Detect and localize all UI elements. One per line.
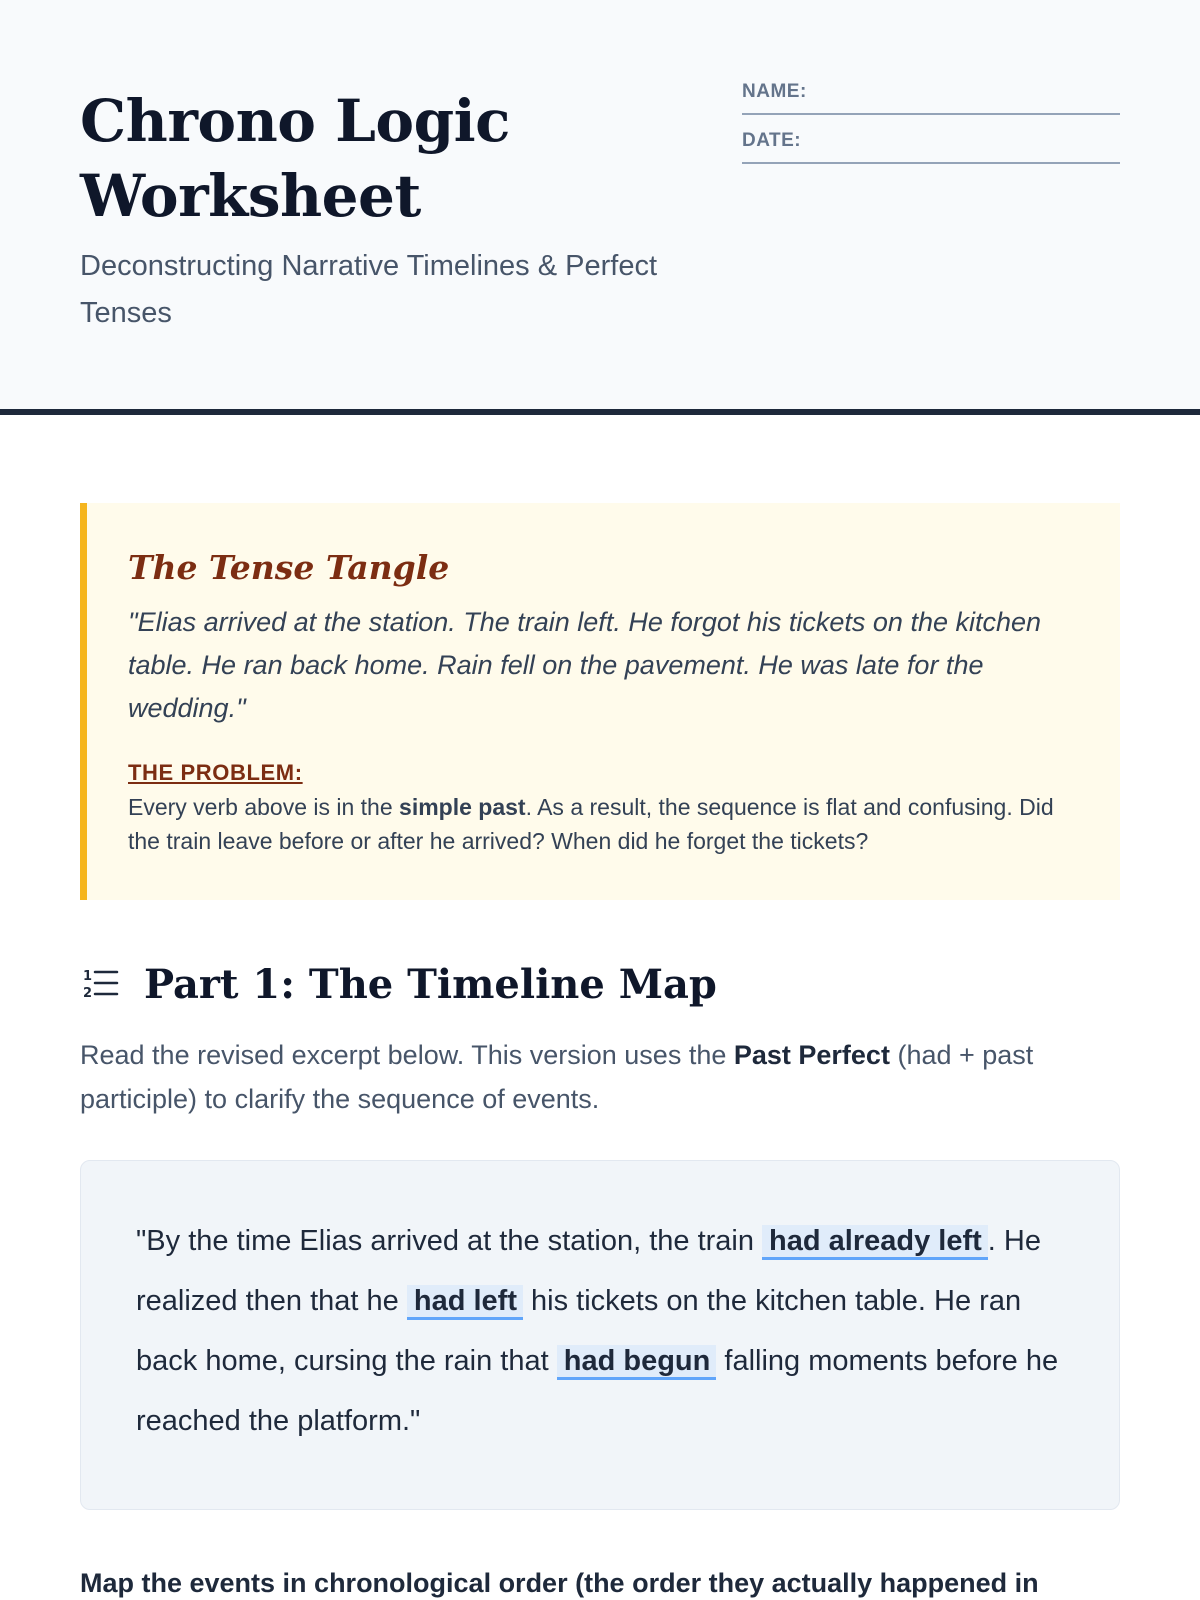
problem-text-after: . As a result, the sequence is flat and confusing. Did the train leave before or after he arrived? When did he forget the tickets? — [128, 794, 1054, 854]
intro-before: Read the revised excerpt below. This version uses the — [80, 1040, 734, 1070]
problem-text-before: Every verb above is in the — [128, 794, 400, 820]
part1-heading — [80, 952, 1120, 1016]
map-instruction: Map the events in chronological order (the order they actually happened in — [80, 1568, 1039, 1598]
intro-bold: Past Perfect — [733, 1040, 890, 1070]
name-field[interactable] — [742, 78, 1120, 115]
svg-text:1: 1 — [83, 969, 93, 984]
highlight-past-perfect: had begun — [557, 1345, 717, 1380]
problem-text — [128, 790, 1080, 858]
intro-after: (had + past participle) to clarify the sequence of events. — [80, 1040, 1034, 1114]
excerpt-text — [136, 1211, 1065, 1451]
date-label: DATE: — [742, 130, 802, 151]
excerpt-segment: his tickets on the kitchen table. He ran back home, cursing the rain that — [136, 1285, 1022, 1377]
revised-excerpt-box — [80, 1160, 1120, 1510]
student-fields — [742, 78, 1120, 176]
page-title: Chrono Logic Worksheet — [80, 87, 510, 230]
callout-quote: "Elias arrived at the station. The train left. He forgot his tickets on the kitchen table. He ran back home. Rain fell on the pavement. He was late for the wedding." — [128, 607, 1042, 723]
callout-title: The Tense Tangle — [128, 548, 450, 587]
problem-label: THE PROBLEM: — [128, 760, 303, 785]
page-subtitle: Deconstructing Narrative Timelines & Perfect Tenses — [80, 250, 657, 329]
highlight-past-perfect: had already left — [762, 1225, 988, 1260]
excerpt-segment: "By the time Elias arrived at the station, the train — [136, 1225, 763, 1257]
excerpt-segment: falling moments before he reached the platform." — [136, 1345, 1059, 1437]
problem-text-bold: simple past — [399, 794, 526, 820]
highlight-past-perfect: had left — [407, 1285, 523, 1320]
excerpt-segment: . He realized then that he — [136, 1225, 1041, 1317]
svg-text:2: 2 — [83, 986, 93, 1001]
worksheet-header — [0, 0, 1200, 415]
ordered-list-icon — [80, 964, 120, 1004]
part1-title: Part 1: The Timeline Map — [144, 960, 717, 1008]
name-label: NAME: — [742, 81, 807, 102]
part1-intro — [80, 1033, 1120, 1121]
date-field[interactable] — [742, 127, 1120, 164]
tense-tangle-callout — [80, 503, 1120, 900]
